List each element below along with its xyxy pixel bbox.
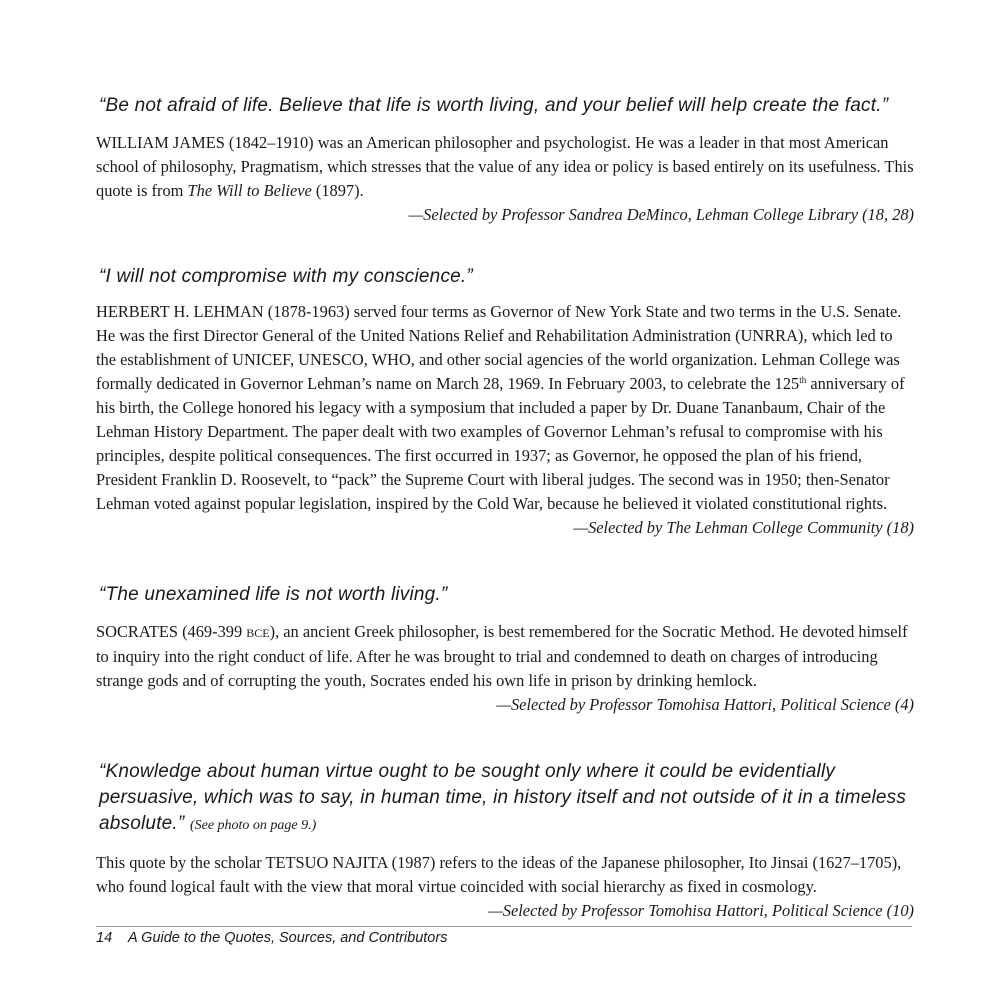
biography-text: This quote by the scholar TETSUO NAJITA (1987) refers to the ideas of the Japanese philosopher, Ito Jinsai (1627–1705), who found logical fault with the view that moral virtue coincided with social hierarchy as fixed in cosmology. — [96, 853, 902, 896]
biography-part: HERBERT H. LEHMAN (1878-1963) served four terms as Governor of New York State and two terms in the U.S. Senate. He was the first Director General of the United Nations Relief and Rehabilitation Administration (UNRRA), which led to the establishment of UNICEF, UNESCO, WHO, and other social agencies of the world organization. Lehman College was formally dedicated in Governor Lehman’s name on March 28, 1969. In February 2003, to celebrate the 125 — [96, 302, 902, 393]
quote-text: “I will not compromise with my conscience.” — [99, 266, 473, 287]
document-page — [96, 0, 914, 1008]
biography-text — [96, 620, 914, 693]
ordinal-superscript: th — [799, 375, 807, 385]
footer-divider — [96, 926, 912, 927]
page-footer — [96, 930, 447, 946]
selected-by-credit: —Selected by Professor Tomohisa Hattori, Political Science (4) — [496, 695, 914, 714]
quote-text — [96, 759, 914, 839]
biography-part: WILLIAM JAMES (1842–1910) was an American philosopher and psychologist. He was a leader in that most American school of philosophy, Pragmatism, which stresses that the value of any idea or policy is based entirely on its usefulness. This quote is from — [96, 133, 914, 200]
quote-entry-najita — [96, 759, 914, 923]
selected-by-credit: —Selected by Professor Sandrea DeMinco, Lehman College Library (18, 28) — [408, 205, 914, 224]
quote-entry-james — [96, 93, 914, 227]
quote-body: “Knowledge about human virtue ought to be sought only where it could be evidentially persuasive, which was to say, in human time, in history itself and not outside of it in a timeless absolute.” — [99, 761, 907, 834]
photo-reference-note: (See photo on page 9.) — [189, 818, 317, 833]
biography-text — [96, 131, 914, 203]
quote-entry-socrates — [96, 582, 914, 717]
quote-text: “Be not afraid of life. Believe that life is worth living, and your belief will help create the fact.” — [99, 95, 889, 116]
work-title: The Will to Believe — [187, 181, 312, 200]
quote-text: “The unexamined life is not worth living.” — [99, 584, 448, 605]
quote-entry-lehman — [96, 264, 914, 540]
selected-by-credit: —Selected by Professor Tomohisa Hattori, Political Science (10) — [488, 901, 914, 920]
biography-part: SOCRATES (469-399 — [96, 622, 247, 641]
selected-by-credit: —Selected by The Lehman College Community (18) — [573, 518, 914, 537]
running-title: A Guide to the Quotes, Sources, and Contributors — [128, 930, 448, 946]
biography-part: anniversary of his birth, the College honored his legacy with a symposium that included a paper by Dr. Duane Tananbaum, Chair of the Lehman History Department. The paper dealt with two examples of Governor Lehman’s refusal to compromise with his principles, despite political consequences. The first occurred in 1937; as Governor, he opposed the plan of his friend, President Franklin D. Roosevelt, to “pack” the Supreme Court with liberal judges. The second was in 1950; then-Senator Lehman voted against popular legislation, inspired by the Cold War, because he believed it violated constitutional rights. — [96, 374, 905, 513]
biography-part: (1897). — [311, 181, 364, 200]
page-number: 14 — [96, 930, 113, 946]
biography-text — [96, 300, 914, 516]
biography-part: ), an ancient Greek philosopher, is best remembered for the Socratic Method. He devoted himself to inquiry into the right conduct of life. After he was brought to trial and condemned to death on charges of introducing strange gods and of corrupting the youth, Socrates ended his own life in prison by drinking hemlock. — [96, 622, 908, 690]
era-abbreviation: BCE — [246, 626, 270, 640]
